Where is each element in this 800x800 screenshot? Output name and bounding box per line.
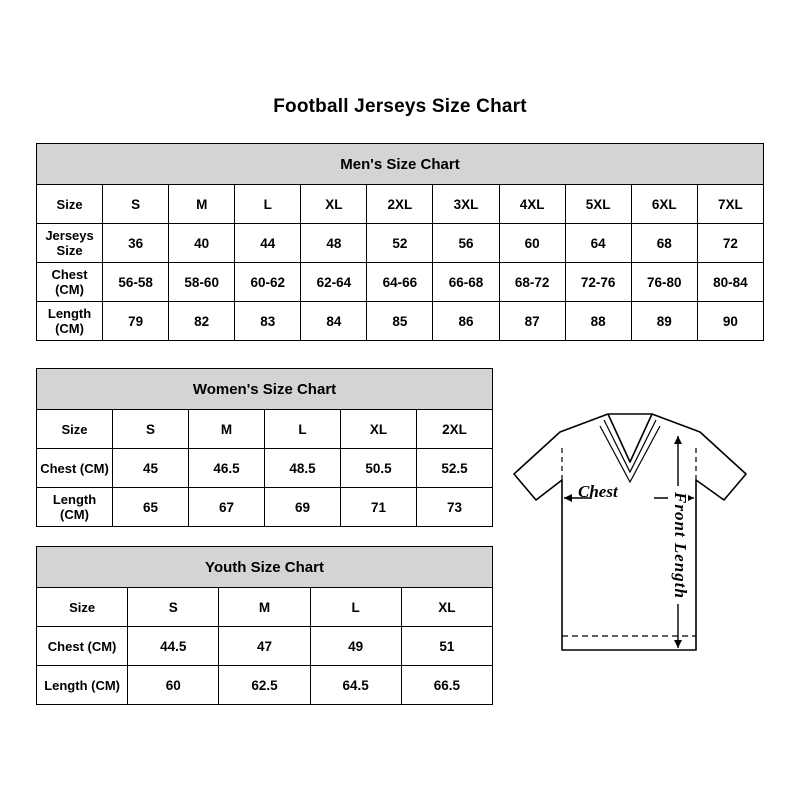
mens-table-header: Men's Size Chart: [37, 144, 764, 185]
row-label: Size: [37, 185, 103, 224]
table-cell: 68-72: [499, 263, 565, 302]
table-cell: 52.5: [417, 449, 493, 488]
table-cell: 62.5: [219, 666, 310, 705]
table-cell: 66-68: [433, 263, 499, 302]
table-row: [37, 185, 764, 224]
table-cell: 73: [417, 488, 493, 527]
table-cell: 51: [401, 627, 492, 666]
table-cell: 4XL: [499, 185, 565, 224]
table-cell: 62-64: [301, 263, 367, 302]
shirt-measurement-diagram: [500, 400, 790, 690]
womens-table-header: Women's Size Chart: [37, 369, 493, 410]
table-cell: 65: [113, 488, 189, 527]
table-cell: 60: [128, 666, 219, 705]
row-label: Length (CM): [37, 666, 128, 705]
front-length-measurement-label: Front Length: [671, 492, 690, 599]
table-row: [37, 263, 764, 302]
table-cell: XL: [341, 410, 417, 449]
table-cell: L: [265, 410, 341, 449]
row-label: Size: [37, 588, 128, 627]
table-cell: 40: [169, 224, 235, 263]
table-cell: M: [219, 588, 310, 627]
youth-size-chart-table: [36, 546, 493, 705]
table-cell: 85: [367, 302, 433, 341]
table-cell: 2XL: [417, 410, 493, 449]
table-cell: 49: [310, 627, 401, 666]
table-row: [37, 588, 493, 627]
table-cell: 82: [169, 302, 235, 341]
row-label: Size: [37, 410, 113, 449]
table-cell: 67: [189, 488, 265, 527]
womens-size-chart-table: [36, 368, 493, 527]
table-cell: 89: [631, 302, 697, 341]
table-cell: S: [103, 185, 169, 224]
table-row: [37, 666, 493, 705]
table-cell: 48: [301, 224, 367, 263]
table-cell: 80-84: [697, 263, 763, 302]
table-cell: 79: [103, 302, 169, 341]
table-cell: 45: [113, 449, 189, 488]
table-row: [37, 224, 764, 263]
table-cell: 56-58: [103, 263, 169, 302]
table-cell: 56: [433, 224, 499, 263]
table-cell: 72-76: [565, 263, 631, 302]
table-cell: 84: [301, 302, 367, 341]
table-cell: 52: [367, 224, 433, 263]
chest-measurement-label: Chest: [578, 482, 618, 501]
table-cell: 64: [565, 224, 631, 263]
row-label: Chest (CM): [37, 449, 113, 488]
table-row: [37, 627, 493, 666]
table-cell: L: [310, 588, 401, 627]
table-row: [37, 488, 493, 527]
row-label: Length (CM): [37, 302, 103, 341]
table-cell: S: [128, 588, 219, 627]
table-cell: 5XL: [565, 185, 631, 224]
table-cell: 90: [697, 302, 763, 341]
table-header-row: [37, 547, 493, 588]
shirt-outline-icon: [500, 400, 790, 690]
table-cell: M: [189, 410, 265, 449]
table-row: [37, 302, 764, 341]
table-cell: 50.5: [341, 449, 417, 488]
table-header-row: [37, 369, 493, 410]
table-cell: 64-66: [367, 263, 433, 302]
table-cell: 68: [631, 224, 697, 263]
table-header-row: [37, 144, 764, 185]
row-label: Chest (CM): [37, 263, 103, 302]
table-cell: XL: [301, 185, 367, 224]
row-label: Length (CM): [37, 488, 113, 527]
table-cell: 47: [219, 627, 310, 666]
table-cell: 87: [499, 302, 565, 341]
table-cell: 44.5: [128, 627, 219, 666]
row-label: Chest (CM): [37, 627, 128, 666]
table-cell: 72: [697, 224, 763, 263]
table-cell: 58-60: [169, 263, 235, 302]
table-row: [37, 449, 493, 488]
table-cell: 86: [433, 302, 499, 341]
table-cell: 76-80: [631, 263, 697, 302]
table-cell: S: [113, 410, 189, 449]
table-cell: 64.5: [310, 666, 401, 705]
table-cell: 36: [103, 224, 169, 263]
table-cell: 69: [265, 488, 341, 527]
table-cell: 88: [565, 302, 631, 341]
table-cell: 60: [499, 224, 565, 263]
table-cell: 71: [341, 488, 417, 527]
table-cell: 7XL: [697, 185, 763, 224]
table-cell: 60-62: [235, 263, 301, 302]
table-cell: M: [169, 185, 235, 224]
table-cell: 6XL: [631, 185, 697, 224]
page-title: Football Jerseys Size Chart: [273, 96, 527, 117]
mens-size-chart-table: [36, 143, 764, 341]
table-cell: 3XL: [433, 185, 499, 224]
youth-table-header: Youth Size Chart: [37, 547, 493, 588]
row-label: Jerseys Size: [37, 224, 103, 263]
table-cell: L: [235, 185, 301, 224]
table-cell: 2XL: [367, 185, 433, 224]
table-cell: XL: [401, 588, 492, 627]
table-cell: 66.5: [401, 666, 492, 705]
table-cell: 83: [235, 302, 301, 341]
table-cell: 44: [235, 224, 301, 263]
table-cell: 48.5: [265, 449, 341, 488]
table-row: [37, 410, 493, 449]
table-cell: 46.5: [189, 449, 265, 488]
